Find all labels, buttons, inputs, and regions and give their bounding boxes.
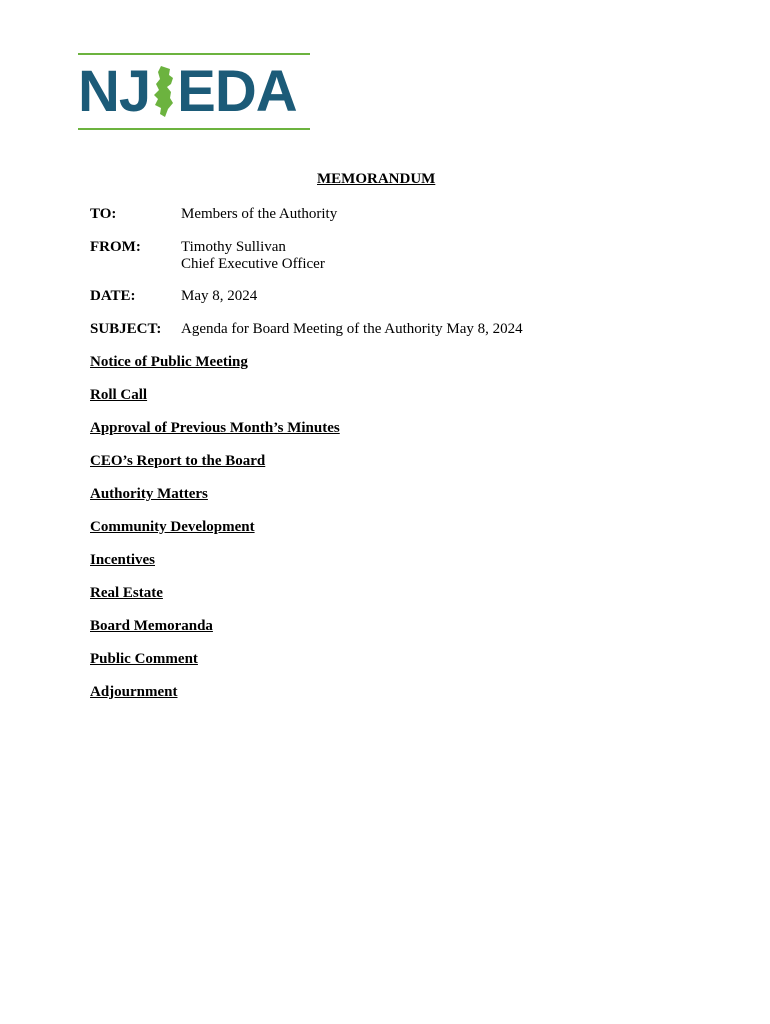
subject-label: SUBJECT:: [90, 321, 162, 337]
agenda-item-incentives: Incentives: [90, 552, 155, 568]
to-value: Members of the Authority: [181, 206, 338, 222]
agenda-item-board-memoranda: Board Memoranda: [90, 618, 213, 634]
agenda-item-community-development: Community Development: [90, 519, 255, 535]
subject-value: Agenda for Board Meeting of the Authority May 8, 2024: [181, 321, 523, 337]
date-value: May 8, 2024: [181, 288, 258, 304]
to-label: TO:: [90, 206, 117, 222]
from-label: FROM:: [90, 239, 141, 255]
agenda-item-minutes: Approval of Previous Month’s Minutes: [90, 420, 340, 436]
logo-bottom-rule: [78, 128, 310, 130]
new-jersey-state-icon: [151, 65, 175, 119]
logo-wordmark: [78, 59, 310, 124]
memo-title: MEMORANDUM: [317, 171, 436, 187]
agenda-item-ceo-report: CEO’s Report to the Board: [90, 453, 266, 469]
agenda-item-notice: Notice of Public Meeting: [90, 354, 248, 370]
agenda-item-public-comment: Public Comment: [90, 651, 198, 667]
agenda-item-adjournment: Adjournment: [90, 684, 178, 700]
agenda-item-roll-call: Roll Call: [90, 387, 148, 403]
logo-text-right: EDA: [177, 59, 297, 124]
njeda-logo: [78, 53, 310, 131]
from-name: Timothy Sullivan: [181, 239, 286, 255]
logo-top-rule: [78, 53, 310, 55]
agenda-item-authority-matters: Authority Matters: [90, 486, 208, 502]
date-label: DATE:: [90, 288, 136, 304]
logo-text-left: NJ: [78, 59, 151, 124]
from-title: Chief Executive Officer: [181, 256, 325, 272]
agenda-item-real-estate: Real Estate: [90, 585, 163, 601]
